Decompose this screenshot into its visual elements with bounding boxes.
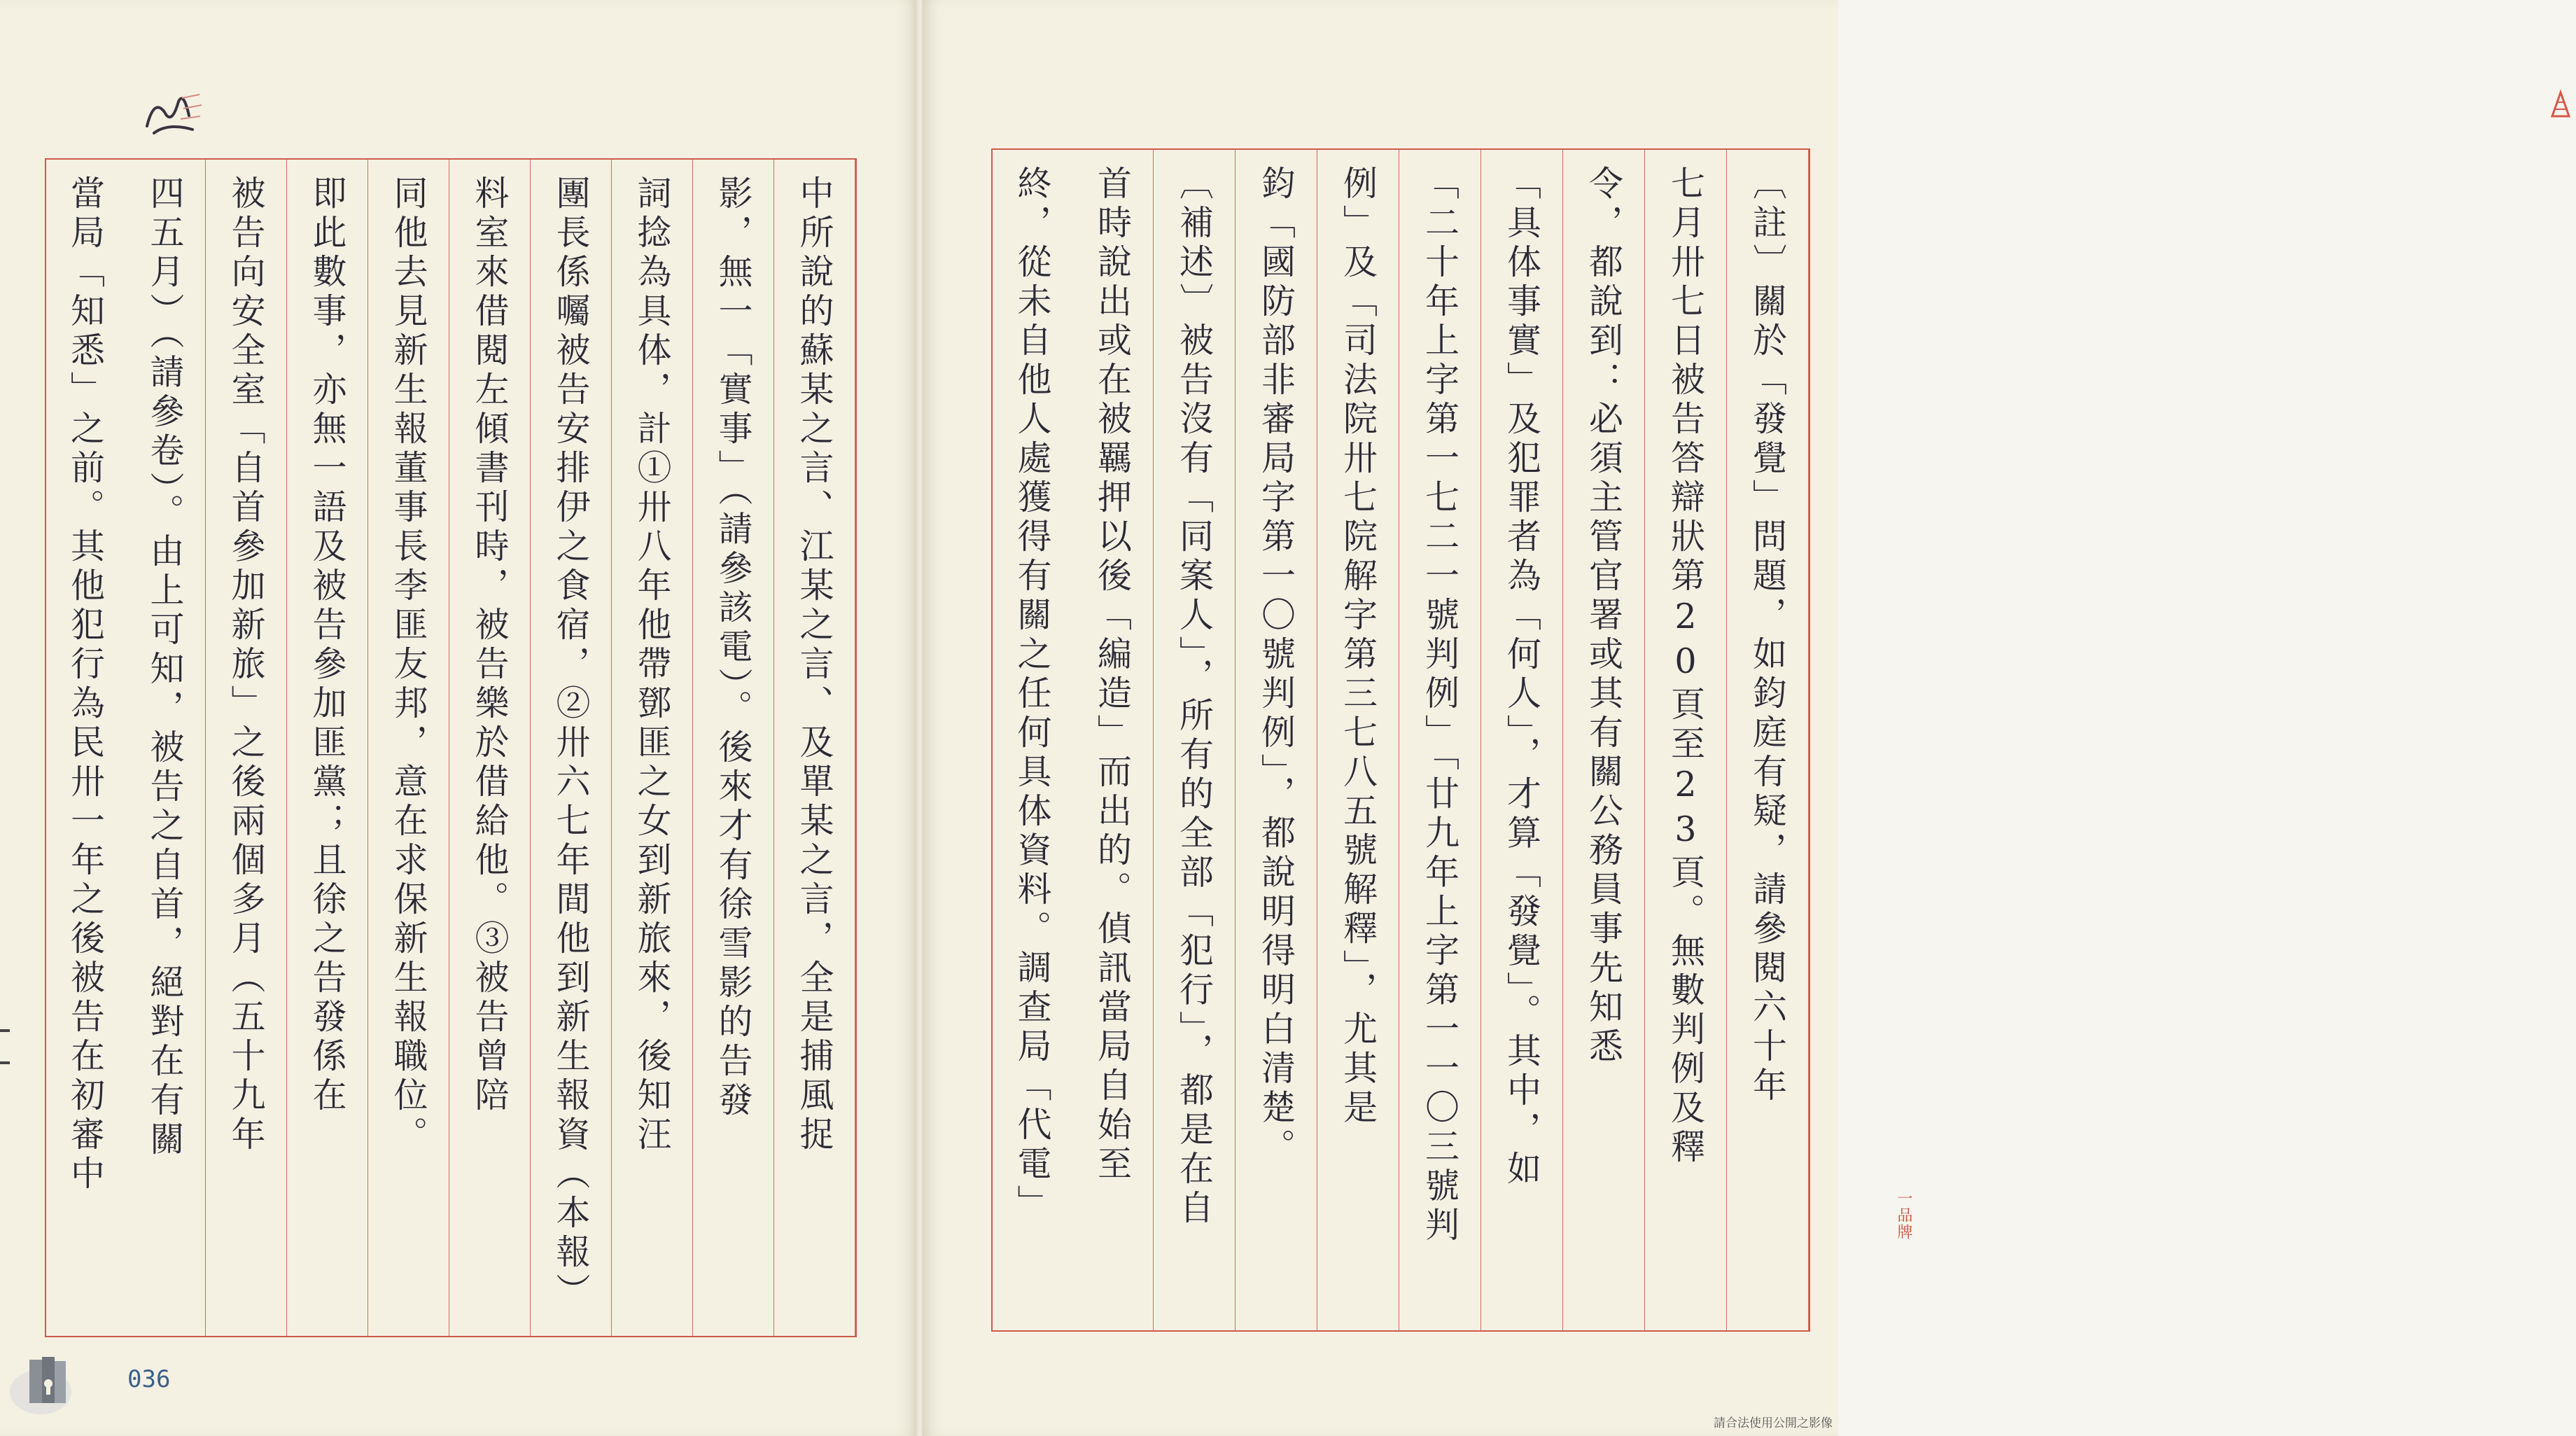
manuscript-grid-left (45, 158, 857, 1337)
usage-watermark: 請合法使用公開之影像 (1714, 1416, 1833, 1430)
manuscript-column: 團長係囑被告安排伊之食宿，②卅六七年間他到新生報資（本報） (531, 160, 612, 1336)
manuscript-column: 詞捻為具体，計①卅八年他帶鄧匪之女到新旅來，後知汪 (612, 160, 693, 1336)
manuscript-grid-right (991, 148, 1810, 1332)
manuscript-column: 「二十年上字第一七二一號判例」「廿九年上字第一一〇三號判 (1399, 150, 1481, 1330)
manuscript-column: 終，從未自他人處獲得有關之任何具体資料。調查局「代電」 (1012, 165, 1052, 1224)
edge-tick (0, 1029, 10, 1032)
edge-tick (0, 1061, 10, 1064)
manuscript-column: 鈞「國防部非審局字第一〇號判例」，都說明得明白清楚。 (1236, 150, 1317, 1330)
handwritten-mark-icon (140, 84, 203, 147)
manuscript-column: 四五月）（請參卷）。由上可知，被告之自首，絕對在有關 (125, 160, 206, 1336)
manuscript-column: 首時說出或在被羈押以後「編造」而出的。偵訊當局自始至 (1072, 150, 1154, 1330)
manuscript-column: 「具体事實」及犯罪者為「何人」，才算「發覺」。其中，如 (1481, 150, 1563, 1330)
archive-books-icon (8, 1343, 73, 1416)
manuscript-column: 例」及「司法院卅七院解字第三七八五號解釋」，尤其是 (1317, 150, 1399, 1330)
manuscript-column: 〔補述〕被告沒有「同案人」，所有的全部「犯行」，都是在自 (1154, 150, 1236, 1330)
manuscript-column: 〔註〕關於「發覺」問題，如鈞庭有疑，請參閱六十年 (1727, 150, 1809, 1330)
manuscript-column: 中所說的蘇某之言、江某之言、及單某之言，全是捕風捉 (774, 160, 855, 1336)
right-page (923, 0, 1912, 1436)
publisher-mark: 一品牌 (1895, 1190, 1912, 1241)
page-number: 036 (127, 1365, 171, 1393)
manuscript-column: 當局「知悉」之前。其他犯行為民卅一年之後被告在初審中 (65, 175, 106, 1194)
manuscript-column: 同他去見新生報董事長李匪友邦，意在求保新生報職位。 (368, 160, 449, 1336)
manuscript-column: 七月卅七日被告答辯狀第20頁至23頁。無數判例及釋 (1645, 150, 1727, 1330)
manuscript-column: 影，無一「實事」（請參該電）。後來才有徐雪影的告發 (693, 160, 774, 1336)
red-stamp-mark-icon (2545, 88, 2576, 123)
manuscript-column: 被告向安全室「自首參加新旅」之後兩個多月（五十九年 (206, 160, 287, 1336)
left-page (0, 0, 917, 1436)
manuscript-column: 料室來借閱左傾書刊時，被告樂於借給他。③被告曾陪 (449, 160, 531, 1336)
manuscript-column: 令，都說到：必須主管官署或其有關公務員事先知悉 (1563, 150, 1645, 1330)
manuscript-column: 即此數事，亦無一語及被告參加匪黨；且徐之告發係在 (287, 160, 368, 1336)
